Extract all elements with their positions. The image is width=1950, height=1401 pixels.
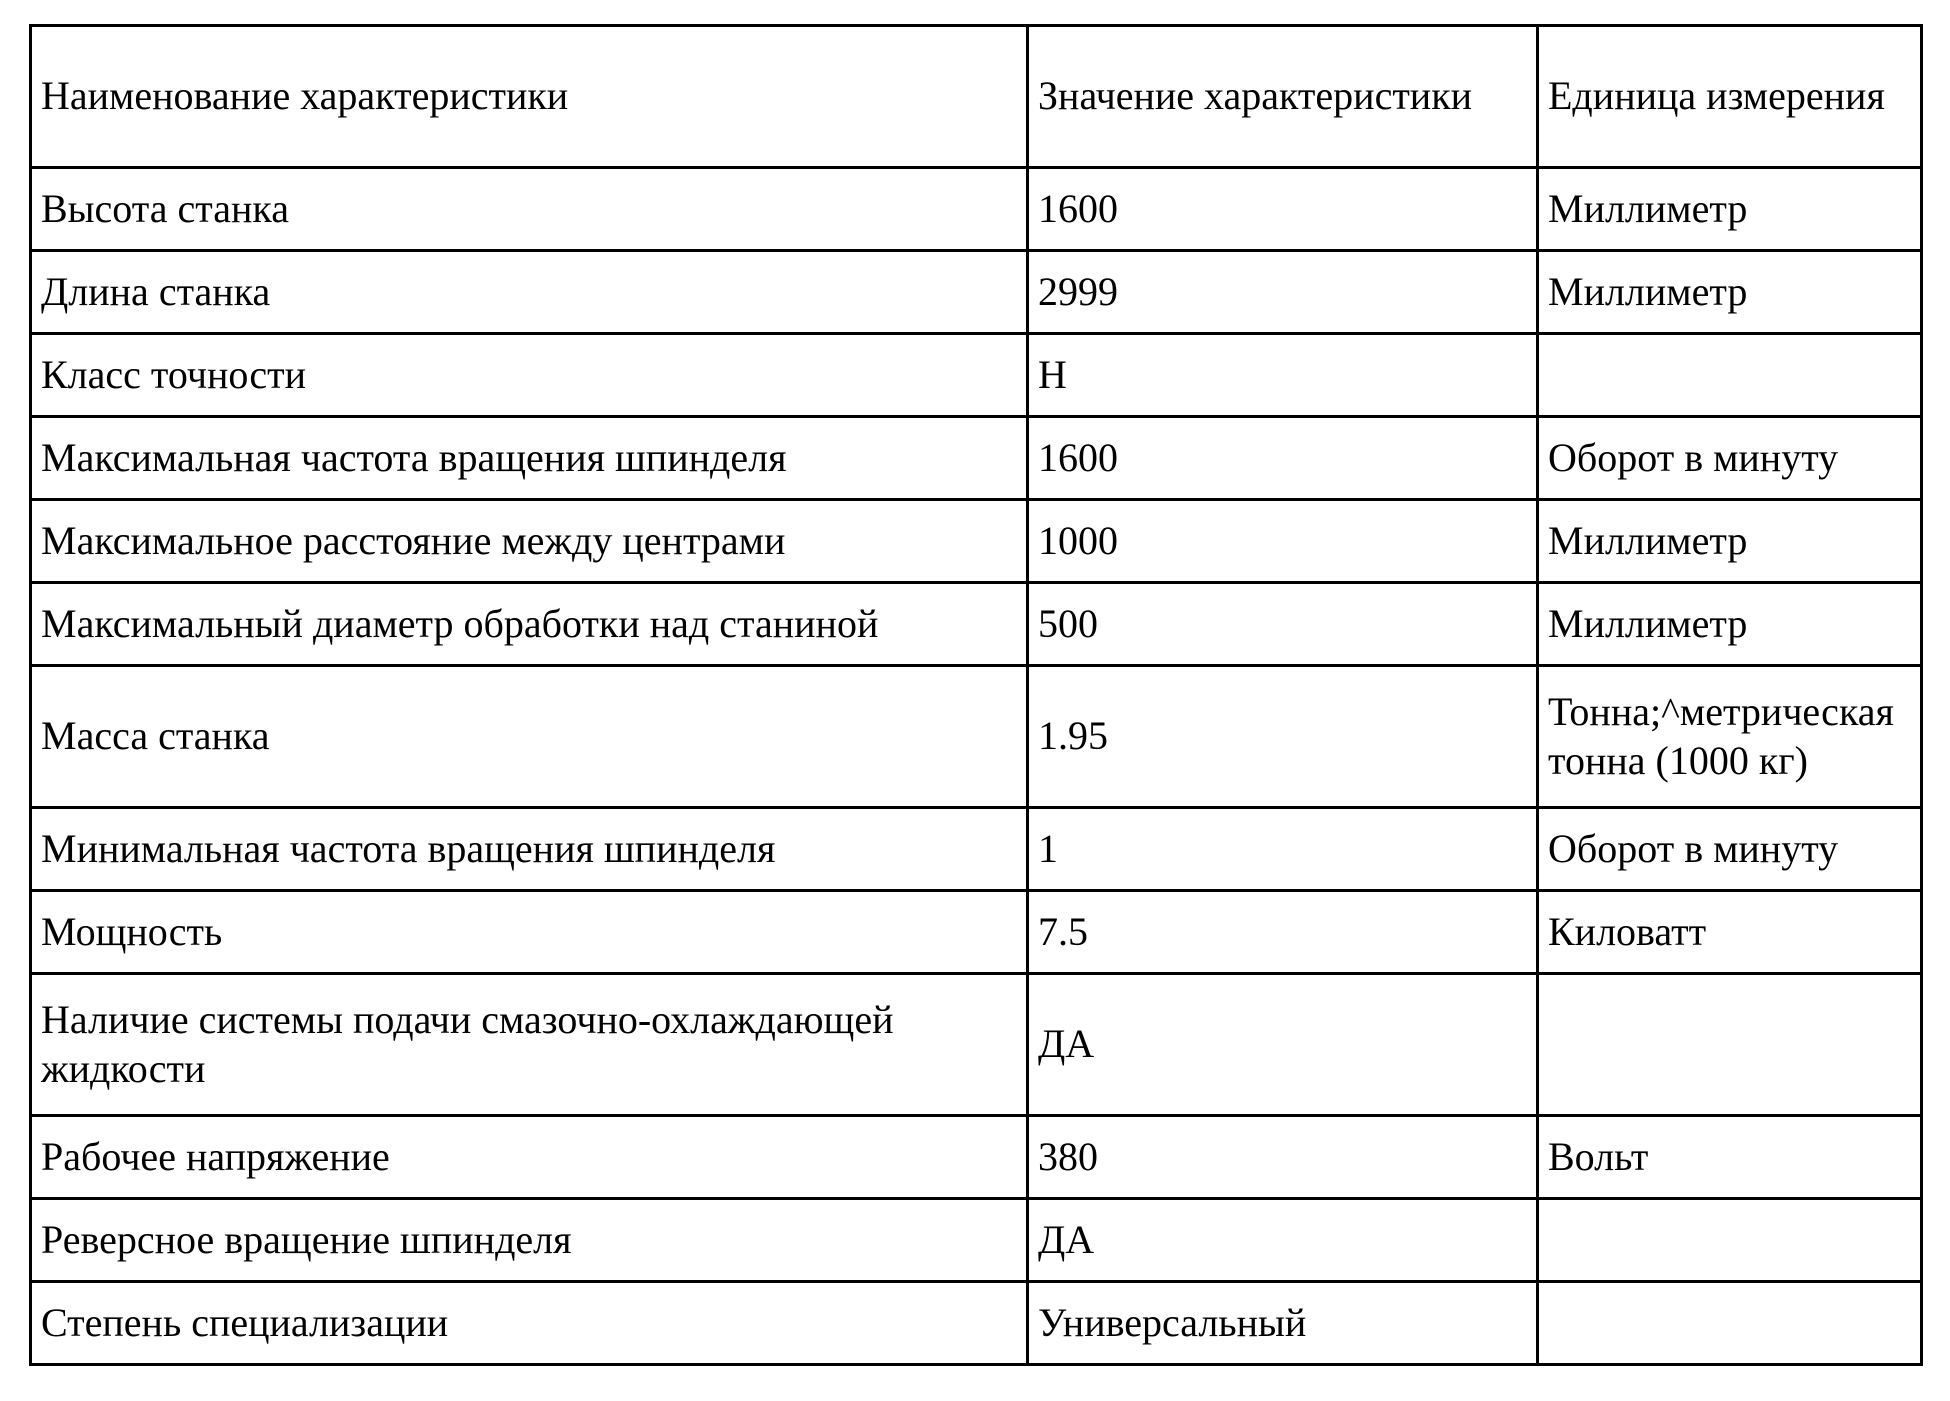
header-name-cell: Наименование характеристики (31, 26, 1028, 168)
table-row (31, 1199, 1922, 1282)
characteristic-unit: Тонна;^метрическая тонна (1000 кг) (1538, 666, 1922, 808)
characteristic-name: Реверсное вращение шпинделя (31, 1199, 1028, 1282)
characteristic-value: 500 (1028, 583, 1538, 666)
characteristic-name: Максимальный диаметр обработки над станиной (31, 583, 1028, 666)
characteristic-name: Наличие системы подачи смазочно-охлаждающей жидкости (31, 974, 1028, 1116)
characteristic-unit (1538, 1199, 1922, 1282)
characteristic-unit (1538, 974, 1922, 1116)
characteristic-value: 1 (1028, 808, 1538, 891)
specifications-table (29, 24, 1923, 1366)
header-value-cell: Значение характеристики (1028, 26, 1538, 168)
characteristic-name: Масса станка (31, 666, 1028, 808)
characteristic-name: Мощность (31, 891, 1028, 974)
characteristic-value: 2999 (1028, 251, 1538, 334)
characteristic-name: Степень специализации (31, 1282, 1028, 1365)
table-header-row (31, 26, 1922, 168)
characteristic-unit: Оборот в минуту (1538, 417, 1922, 500)
characteristic-value: 380 (1028, 1116, 1538, 1199)
characteristic-unit: Миллиметр (1538, 251, 1922, 334)
characteristic-unit: Киловатт (1538, 891, 1922, 974)
characteristic-unit (1538, 1282, 1922, 1365)
characteristic-value: 7.5 (1028, 891, 1538, 974)
characteristic-name: Класс точности (31, 334, 1028, 417)
table-row (31, 1116, 1922, 1199)
characteristic-value: Н (1028, 334, 1538, 417)
characteristic-name: Высота станка (31, 168, 1028, 251)
table-row (31, 583, 1922, 666)
characteristic-value: 1.95 (1028, 666, 1538, 808)
characteristic-name: Длина станка (31, 251, 1028, 334)
table-row (31, 808, 1922, 891)
header-unit-cell: Единица измерения (1538, 26, 1922, 168)
characteristic-value: Универсальный (1028, 1282, 1538, 1365)
characteristic-value: ДА (1028, 1199, 1538, 1282)
table-row (31, 666, 1922, 808)
characteristic-unit: Миллиметр (1538, 583, 1922, 666)
characteristic-unit: Миллиметр (1538, 500, 1922, 583)
characteristic-name: Максимальное расстояние между центрами (31, 500, 1028, 583)
table-row (31, 974, 1922, 1116)
table-row (31, 1282, 1922, 1365)
table-row (31, 891, 1922, 974)
characteristic-value: 1600 (1028, 417, 1538, 500)
table-row (31, 500, 1922, 583)
characteristic-value: 1000 (1028, 500, 1538, 583)
characteristic-value: 1600 (1028, 168, 1538, 251)
characteristic-name: Рабочее напряжение (31, 1116, 1028, 1199)
characteristic-unit: Вольт (1538, 1116, 1922, 1199)
table-row (31, 334, 1922, 417)
table-row (31, 251, 1922, 334)
characteristic-unit: Миллиметр (1538, 168, 1922, 251)
table-row (31, 417, 1922, 500)
characteristic-unit (1538, 334, 1922, 417)
table-row (31, 168, 1922, 251)
characteristic-name: Максимальная частота вращения шпинделя (31, 417, 1028, 500)
characteristic-value: ДА (1028, 974, 1538, 1116)
characteristic-unit: Оборот в минуту (1538, 808, 1922, 891)
characteristic-name: Минимальная частота вращения шпинделя (31, 808, 1028, 891)
